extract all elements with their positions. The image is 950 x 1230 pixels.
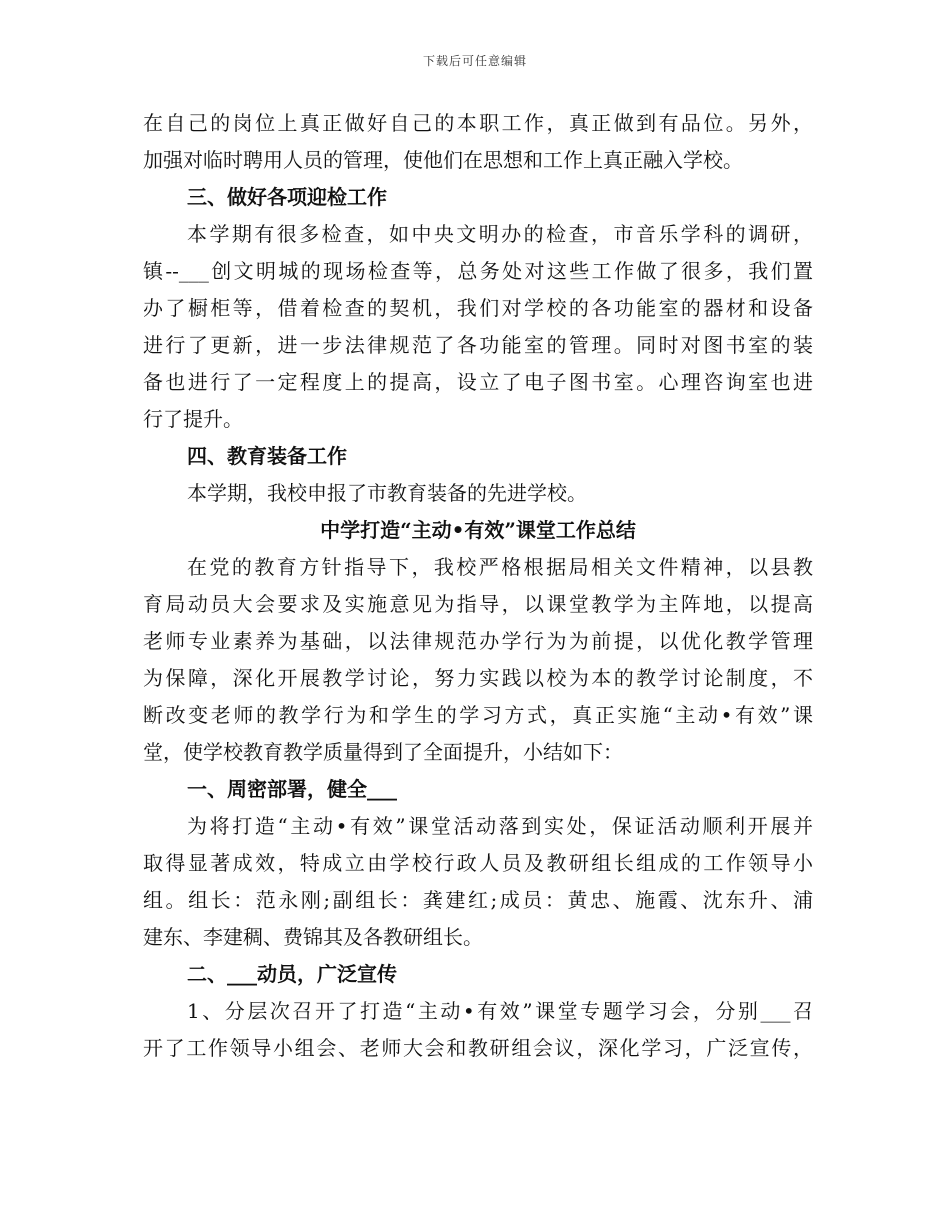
paragraph-line: 备也进行了一定程度上的提高，设立了电子图书室。心理咨询室也进	[143, 370, 813, 394]
paragraph-line: 加强对临时聘用人员的管理，使他们在思想和工作上真正融入学校。	[143, 148, 743, 172]
section-heading: 四、教育装备工作	[187, 444, 347, 468]
paragraph-line: 开了工作领导小组会、老师大会和教研组会议，深化学习，广泛宣传，	[143, 1036, 813, 1060]
section-heading: 二、___动员，广泛宣传	[187, 962, 397, 986]
page-header-note: 下载后可任意编辑	[422, 54, 527, 68]
paragraph-line: 为保障，深化开展教学讨论，努力实践以校为本的教学讨论制度，不	[143, 666, 813, 690]
paragraph-line: 在自己的岗位上真正做好自己的本职工作，真正做到有品位。另外，	[143, 111, 813, 135]
paragraph-line: 本学期有很多检查，如中央文明办的检查，市音乐学科的调研，	[187, 222, 813, 246]
document-body	[143, 105, 813, 1067]
document-title: 中学打造“主动•有效”课堂工作总结	[320, 518, 636, 542]
paragraph-line: 组。组长：范永刚;副组长：龚建红;成员：黄忠、施霞、沈东升、浦	[143, 888, 813, 912]
section-heading: 一、周密部署，健全___	[187, 777, 397, 801]
paragraph-line: 建东、李建稠、费锦其及各教研组长。	[143, 925, 483, 949]
paragraph-line: 育局动员大会要求及实施意见为指导，以课堂教学为主阵地，以提高	[143, 592, 813, 616]
paragraph-line: 取得显著成效，特成立由学校行政人员及教研组长组成的工作领导小	[143, 851, 813, 875]
paragraph-line: 断改变老师的教学行为和学生的学习方式，真正实施“主动•有效”课	[143, 703, 813, 727]
section-heading: 三、做好各项迎检工作	[187, 185, 387, 209]
paragraph-line: 为将打造“主动•有效”课堂活动落到实处，保证活动顺利开展并	[187, 814, 813, 838]
paragraph-line: 行了提升。	[143, 407, 243, 431]
paragraph-line: 1、分层次召开了打造“主动•有效”课堂专题学习会，分别___召	[187, 999, 813, 1023]
paragraph-line: 老师专业素养为基础，以法律规范办学行为为前提，以优化教学管理	[143, 629, 813, 653]
paragraph-line: 本学期，我校申报了市教育装备的先进学校。	[187, 481, 587, 505]
paragraph-line: 办了橱柜等，借着检查的契机，我们对学校的各功能室的器材和设备	[143, 296, 813, 320]
paragraph-line: 镇--___创文明城的现场检查等，总务处对这些工作做了很多，我们置	[143, 259, 813, 283]
paragraph-line: 在党的教育方针指导下，我校严格根据局相关文件精神，以县教	[187, 555, 813, 579]
paragraph-line: 堂，使学校教育教学质量得到了全面提升，小结如下：	[143, 740, 623, 764]
paragraph-line: 进行了更新，进一步法律规范了各功能室的管理。同时对图书室的装	[143, 333, 813, 357]
